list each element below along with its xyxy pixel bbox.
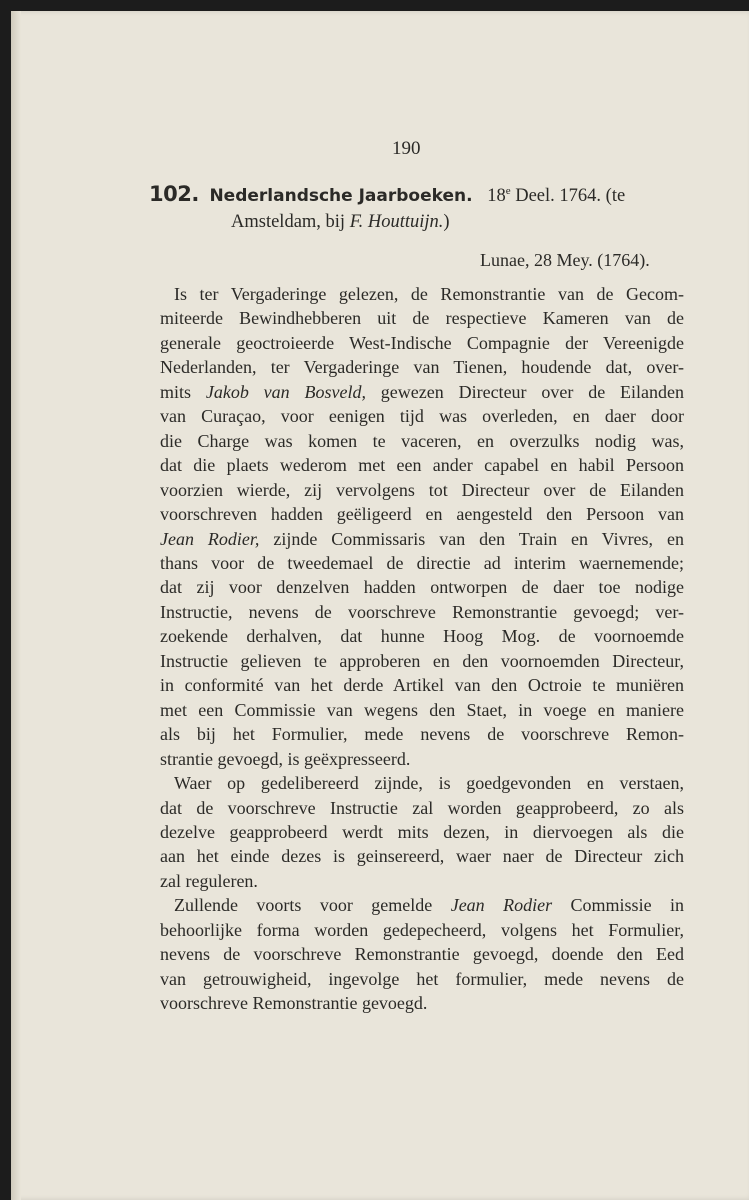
text-line: Nederlanden, ter Vergaderinge van Tienen, houdende dat, over- — [160, 357, 684, 378]
text-line: voorschreven hadden geëligeerd en aengesteld den Persoon van — [160, 504, 684, 525]
text-line: van getrouwigheid, ingevolge het formulier, mede nevens de — [160, 968, 684, 989]
resolution-body — [160, 282, 684, 1016]
text-line: Instructie, nevens de voorschreve Remonstrantie gevoegd; ver- — [160, 601, 684, 622]
text-line: mits Jakob van Bosveld, gewezen Directeur over de Eilanden — [160, 381, 684, 402]
text-line: als bij het Formulier, mede nevens de voorschreve Remon- — [160, 724, 684, 745]
text-line: met een Commissie van wegens den Staet, in voege en maniere — [160, 699, 684, 720]
entry-heading — [149, 178, 689, 235]
text-line: strantie gevoegd, is geëxpresseerd. — [160, 748, 411, 769]
entry-title: Nederlandsche Jaarboeken. — [209, 186, 473, 207]
text-line: Waer op gedelibereerd zijnde, is goedgevonden en verstaen, — [174, 773, 684, 794]
text-line: die Charge was komen te vaceren, en overzulks nodig was, — [160, 430, 684, 451]
text-line: miteerde Bewindhebberen uit de respectieve Kameren van de — [160, 308, 684, 329]
entry-volume: 18e Deel. 1764. (te — [487, 185, 626, 207]
text-line: van Curaçao, voor eenigen tijd was overleden, en daer door — [160, 406, 684, 427]
paragraph — [160, 771, 684, 893]
italic-name: Jean Rodier — [450, 895, 553, 916]
text-line: zoekende derhalven, dat hunne Hoog Mog. de voornoemde — [160, 626, 684, 647]
text-line: Zullende voorts voor gemelde Jean Rodier Commissie in — [174, 895, 684, 916]
text-line: aan het einde dezes is geinsereerd, waer naer de Directeur zich — [160, 846, 684, 867]
text-line: Is ter Vergaderinge gelezen, de Remonstrantie van de Gecom- — [174, 284, 684, 304]
text-line: thans voor de tweedemael de directie ad interim waernemende; — [160, 552, 684, 573]
session-date: Lunae, 28 Mey. (1764). — [480, 250, 650, 270]
text-line: dezelve geapprobeerd werdt mits dezen, in diervoegen als die — [160, 821, 684, 842]
text-line: voorschreve Remonstrantie gevoegd. — [160, 993, 428, 1014]
paragraph — [160, 282, 684, 771]
text-line: dat die plaets wederom met een ander capabel en habil Persoon — [160, 455, 684, 476]
text-line: dat zij voor denzelven hadden ontworpen de daer toe nodige — [160, 577, 684, 598]
italic-name: Jakob van Bosveld, — [205, 381, 366, 402]
text-line: dat de voorschreve Instructie zal worden geapprobeerd, zo als — [160, 797, 684, 818]
text-line: nevens de voorschreve Remonstrantie gevoegd, doende den Eed — [160, 944, 684, 965]
entry-number: 102. — [149, 182, 199, 207]
text-line: generale geoctroieerde West-Indische Compagnie der Vereenigde — [160, 332, 684, 353]
entry-publication: Amsteldam, bij F. Houttuijn.) — [231, 212, 450, 233]
entry-publisher: F. Houttuijn. — [349, 212, 444, 233]
text-line: in conformité van het derde Artikel van den Octroie te muniëren — [160, 675, 684, 696]
text-line: Instructie gelieven te approberen en den voornoemden Directeur, — [160, 650, 684, 671]
paragraph — [160, 893, 684, 1015]
page-number: 190 — [392, 138, 421, 159]
italic-name: Jean Rodier, — [160, 528, 260, 549]
page-gutter-shadow — [11, 11, 21, 1200]
text-line: voorzien wierde, zij vervolgens tot Directeur over de Eilanden — [160, 479, 684, 500]
text-line: behoorlijke forma worden gedepecheerd, volgens het Formulier, — [160, 919, 684, 940]
text-line: zal reguleren. — [160, 870, 258, 891]
text-line: Jean Rodier, zijnde Commissaris van den Train en Vivres, en — [160, 528, 684, 549]
